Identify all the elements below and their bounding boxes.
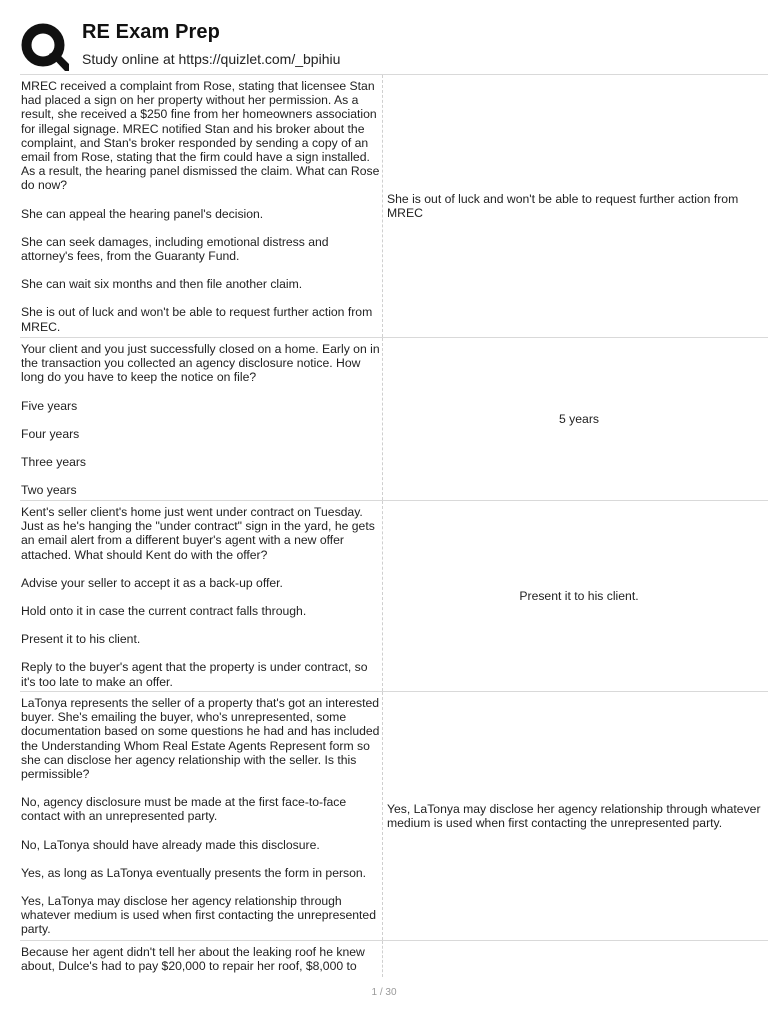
quizlet-logo-icon — [19, 21, 69, 71]
answer-option: No, agency disclosure must be made at the first face-to-face contact with an unrepresented party. — [21, 795, 347, 824]
answer-option: She can wait six months and then file another claim. — [21, 277, 303, 292]
flashcard-row — [20, 338, 768, 501]
answer-cell — [383, 501, 768, 691]
answer-cell — [383, 692, 768, 940]
answer-option: Advise your seller to accept it as a back-up offer. — [21, 575, 283, 590]
answer-option: Present it to his client. — [21, 632, 141, 647]
answer-option: She can appeal the hearing panel's decision. — [21, 206, 264, 221]
question-text: Kent's seller client's home just went under contract on Tuesday. Just as he's hanging the "under contract" sign in the yard, he gets an email alert from a different buyer's agent with a new offer attached. What should Kent do with the offer? — [21, 505, 375, 562]
question-text: Your client and you just successfully closed on a home. Early on in the transaction you collected an agency disclosure notice. How long do you have to keep the notice on file? — [21, 342, 380, 385]
answer-text: 5 years — [559, 411, 599, 426]
answer-cell — [383, 75, 768, 337]
answer-option: Hold onto it in case the current contract falls through. — [21, 604, 307, 619]
question-cell — [20, 692, 383, 940]
answer-option: No, LaTonya should have already made this disclosure. — [21, 837, 320, 852]
document-title: RE Exam Prep — [82, 21, 220, 43]
answer-option: Four years — [21, 426, 80, 441]
question-text: LaTonya represents the seller of a property that's got an interested buyer. She's emailing the buyer, who's unrepresented, some documentation based on some questions he had and has included the Understanding Whom Real Estate Agents Represent form so she can disclose her agency relationship with the seller. Is this permissible? — [21, 696, 380, 782]
answer-option: Yes, LaTonya may disclose her agency relationship through whatever medium is used when first contacting the unrepresented party. — [21, 894, 376, 937]
flashcard-row — [20, 501, 768, 692]
flashcard-table — [20, 74, 768, 977]
study-online-link-text[interactable]: Study online at https://quizlet.com/_bpihiu — [82, 51, 341, 67]
answer-option: Yes, as long as LaTonya eventually presents the form in person. — [21, 865, 367, 880]
question-cell — [20, 75, 383, 337]
answer-option: Three years — [21, 455, 87, 470]
flashcard-row — [20, 941, 768, 977]
answer-cell — [383, 941, 768, 977]
answer-option: Two years — [21, 483, 77, 498]
page-header — [0, 0, 768, 74]
answer-cell — [383, 338, 768, 500]
flashcard-row — [20, 75, 768, 338]
answer-option: Reply to the buyer's agent that the property is under contract, so it's too late to make an offer. — [21, 660, 368, 689]
answer-text: Yes, LaTonya may disclose her agency relationship through whatever medium is used when first contacting the unrepresented party. — [387, 801, 761, 830]
question-text: Because her agent didn't tell her about the leaking roof he knew about, Dulce's had to pay $20,000 to repair her roof, $8,000 to — [21, 945, 365, 974]
answer-text: She is out of luck and won't be able to request further action from MREC — [387, 191, 739, 220]
answer-option: She is out of luck and won't be able to request further action from MREC. — [21, 305, 373, 334]
answer-text: Present it to his client. — [519, 588, 639, 603]
question-cell — [20, 501, 383, 691]
page-number: 1 / 30 — [371, 987, 397, 998]
question-text: MREC received a complaint from Rose, stating that licensee Stan had placed a sign on her property without her permission. As a result, she received a $250 fine from her homeowners association for illegal signage. MREC notified Stan and his broker about the complaint, and Stan's broker responded by sending a copy of an email from Rose, stating that the firm could have a sign installed. As a result, the hearing panel dismissed the claim. What can Rose do now? — [21, 79, 380, 193]
answer-option: Five years — [21, 398, 78, 413]
question-cell — [20, 941, 383, 977]
flashcard-row — [20, 692, 768, 941]
question-cell — [20, 338, 383, 500]
answer-option: She can seek damages, including emotional distress and attorney's fees, from the Guaranty Fund. — [21, 234, 329, 264]
